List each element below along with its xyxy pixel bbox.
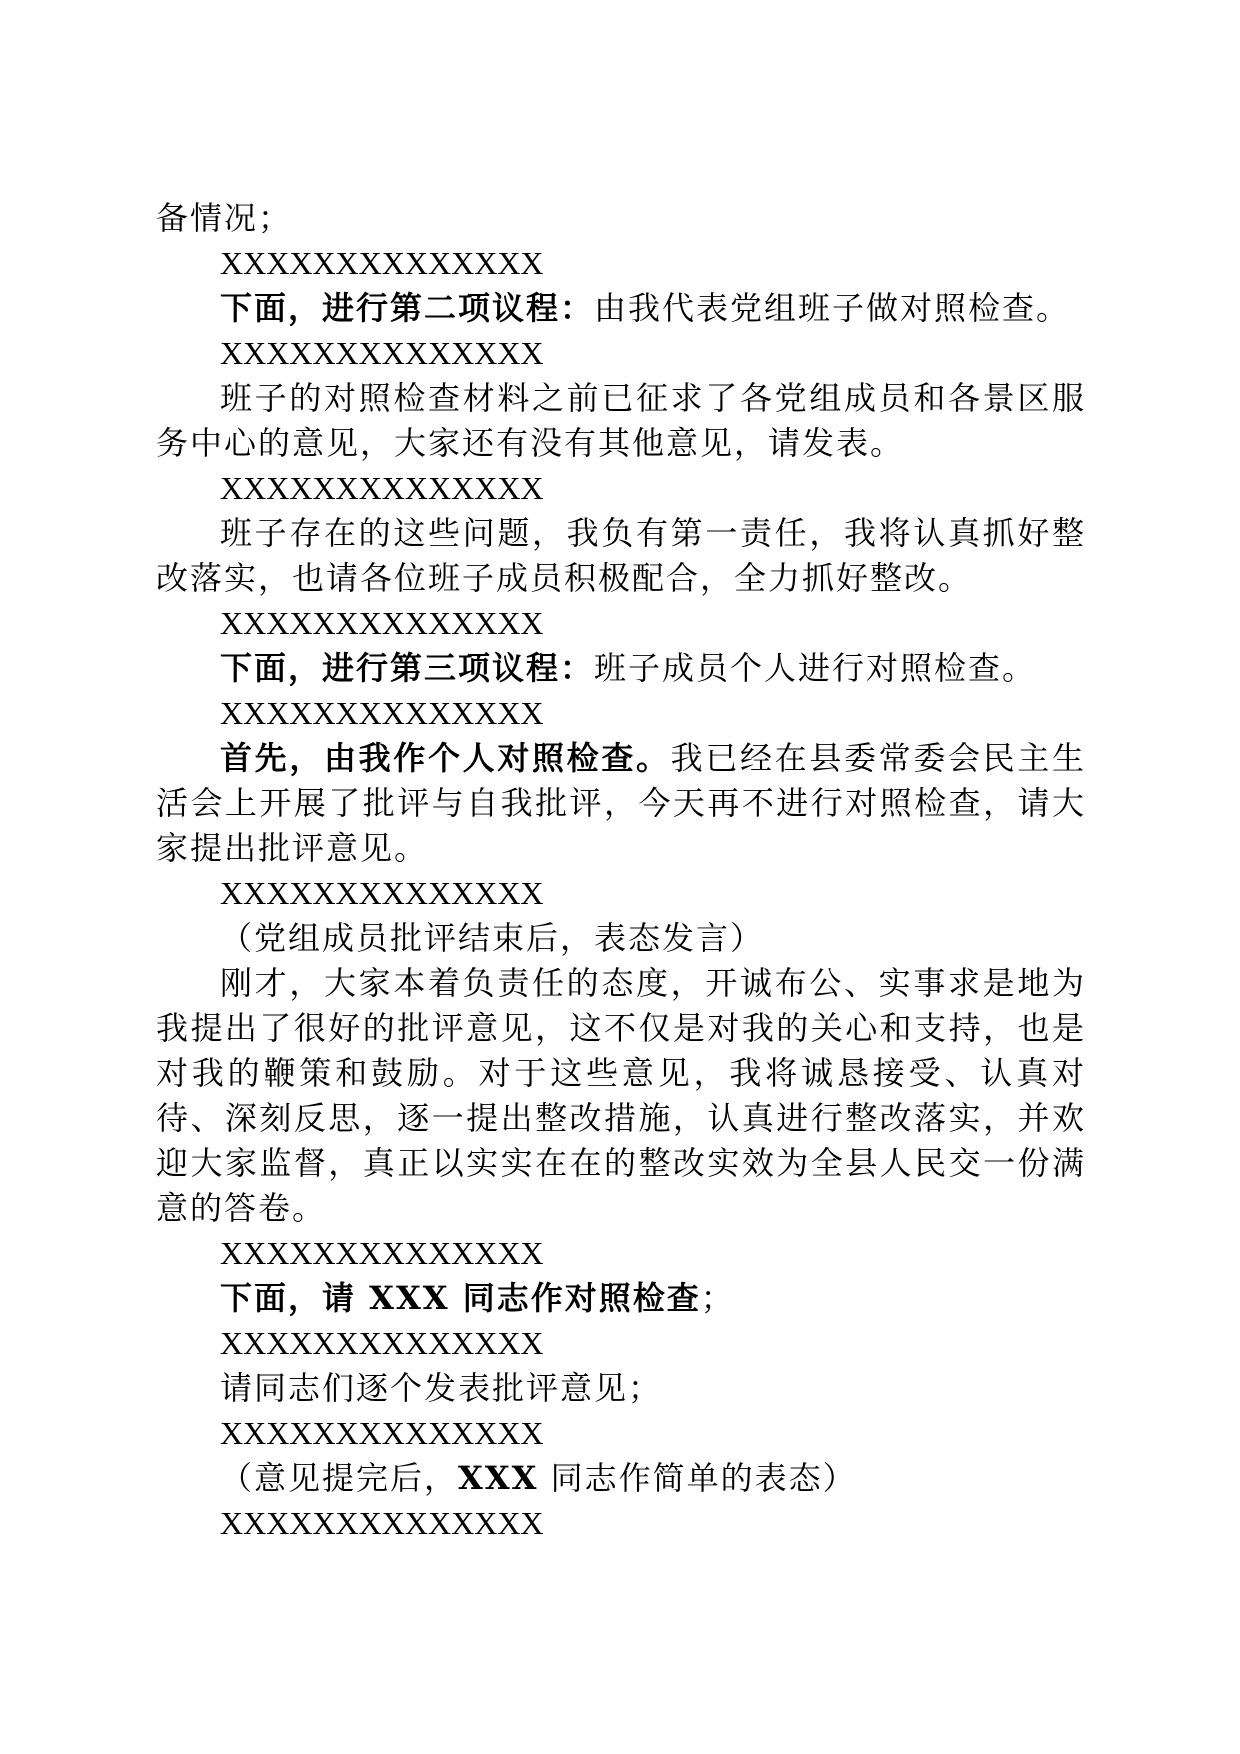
placeholder-line: XXXXXXXXXXXXXX xyxy=(220,1235,544,1271)
placeholder-line: XXXXXXXXXXXXXX xyxy=(220,1325,544,1361)
placeholder-line: XXXXXXXXXXXXXX xyxy=(220,470,544,506)
final-note-a: （意见提完后， xyxy=(220,1459,459,1497)
paragraph-stage-note: （党组成员批评结束后，表态发言） xyxy=(220,919,765,957)
next-comrade-punct: ； xyxy=(700,1279,735,1317)
paragraph-agenda-three xyxy=(156,646,1086,691)
agenda-three-heading: 下面，进行第三项议程： xyxy=(220,649,595,687)
paragraph-criticism-request: 请同志们逐个发表批评意见； xyxy=(220,1369,663,1407)
paragraph-final-note xyxy=(156,1456,1086,1501)
placeholder-line: XXXXXXXXXXXXXX xyxy=(220,1505,544,1541)
paragraph-next-comrade xyxy=(156,1276,1086,1321)
placeholder-line: XXXXXXXXXXXXXX xyxy=(220,1415,544,1451)
personal-check-text: 我已经在县委常委会民主生活会上开展了批评与自我批评，今天再不进行对照检查，请大家提出批评意见。 xyxy=(156,739,1086,867)
agenda-two-text: 由我代表党组班子做对照检查。 xyxy=(594,289,1071,327)
paragraph-response: 刚才，大家本着负责任的态度，开诚布公、实事求是地为我提出了很好的批评意见，这不仅是对我的关心和支持，也是对我的鞭策和鼓励。对于这些意见，我将诚恳接受、认真对待、深刻反思，逐一提出整改措施，认真进行整改落实，并欢迎大家监督，真正以实实在在的整改实效为全县人民交一份满意的答卷。 xyxy=(156,964,1086,1227)
final-note-name: XXX xyxy=(458,1459,539,1497)
placeholder-line: XXXXXXXXXXXXXX xyxy=(220,695,544,731)
placeholder-line: XXXXXXXXXXXXXX xyxy=(220,335,544,371)
paragraph-preparation: 备情况； xyxy=(156,199,293,237)
paragraph-agenda-two xyxy=(156,286,1086,331)
placeholder-line: XXXXXXXXXXXXXX xyxy=(220,875,544,911)
paragraph-materials: 班子的对照检查材料之前已征求了各党组成员和各景区服务中心的意见，大家还有没有其他意见，请发表。 xyxy=(156,379,1086,462)
final-note-b: 同志作简单的表态） xyxy=(538,1459,857,1497)
next-comrade-heading: 下面，请 XXX 同志作对照检查 xyxy=(220,1279,701,1317)
document-page xyxy=(156,196,1086,1546)
agenda-three-text: 班子成员个人进行对照检查。 xyxy=(594,649,1037,687)
placeholder-line: XXXXXXXXXXXXXX xyxy=(220,245,544,281)
placeholder-line: XXXXXXXXXXXXXX xyxy=(220,605,544,641)
paragraph-personal-check xyxy=(156,736,1086,871)
agenda-two-heading: 下面，进行第二项议程： xyxy=(220,289,595,327)
personal-check-heading: 首先，由我作个人对照检查。 xyxy=(220,739,671,777)
paragraph-responsibility: 班子存在的这些问题，我负有第一责任，我将认真抓好整改落实，也请各位班子成员积极配合，全力抓好整改。 xyxy=(156,514,1086,597)
